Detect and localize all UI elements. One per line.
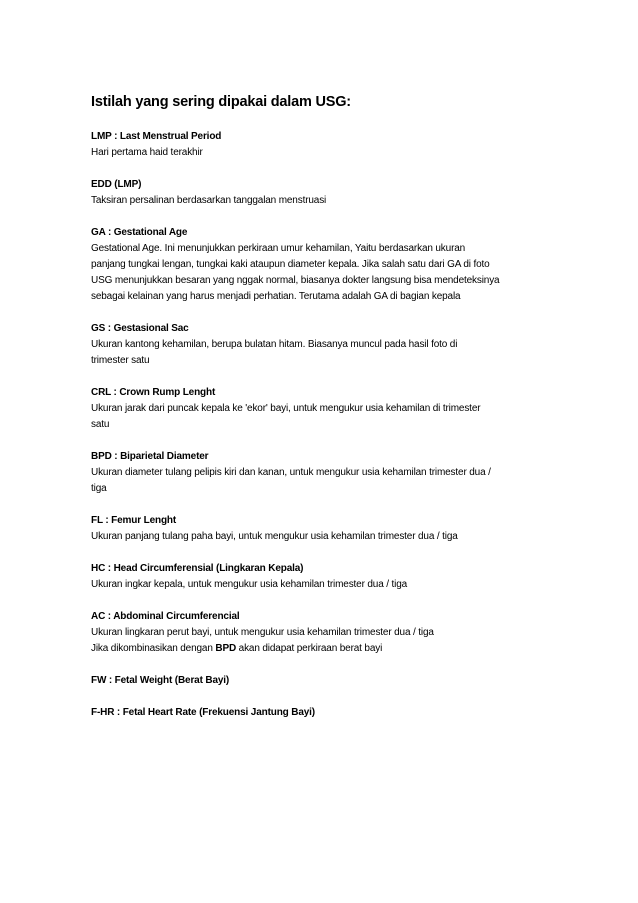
- term-description: [91, 241, 561, 305]
- term-ac: [91, 609, 561, 657]
- description-line: Ukuran panjang tulang paha bayi, untuk mengukur usia kehamilan trimester dua / tiga: [91, 531, 458, 542]
- term-heading: AC : Abdominal Circumferencial: [91, 611, 240, 622]
- description-line: Ukuran kantong kehamilan, berupa bulatan hitam. Biasanya muncul pada hasil foto di: [91, 339, 458, 350]
- term-heading: EDD (LMP): [91, 179, 142, 190]
- description-line: USG menunjukkan besaran yang nggak normal, biasanya dokter langsung bisa mendeteksinya: [91, 275, 500, 286]
- term-ga: [91, 225, 561, 305]
- description-line: Gestational Age. Ini menunjukkan perkiraan umur kehamilan, Yaitu berdasarkan ukuran: [91, 243, 466, 254]
- description-line: Ukuran diameter tulang pelipis kiri dan kanan, untuk mengukur usia kehamilan trimester dua /: [91, 467, 491, 478]
- term-description: [91, 193, 561, 209]
- description-line: trimester satu: [91, 355, 150, 366]
- description-line: satu: [91, 419, 110, 430]
- document-page: [91, 92, 561, 737]
- description-line: Taksiran persalinan berdasarkan tanggalan menstruasi: [91, 195, 327, 206]
- term-heading: GA : Gestational Age: [91, 227, 188, 238]
- description-line-bpd: [91, 641, 561, 657]
- term-fhr: [91, 705, 561, 721]
- line-suffix: akan didapat perkiraan berat bayi: [236, 643, 383, 654]
- term-description: [91, 401, 561, 433]
- description-line: Ukuran jarak dari puncak kepala ke 'ekor' bayi, untuk mengukur usia kehamilan di trimester: [91, 403, 481, 414]
- term-heading: CRL : Crown Rump Lenght: [91, 387, 216, 398]
- description-line: tiga: [91, 483, 107, 494]
- term-heading: BPD : Biparietal Diameter: [91, 451, 209, 462]
- term-crl: [91, 385, 561, 433]
- term-bpd: [91, 449, 561, 497]
- term-heading: F-HR : Fetal Heart Rate (Frekuensi Jantung Bayi): [91, 707, 315, 718]
- bpd-emphasis: BPD: [215, 643, 237, 654]
- term-description: [91, 465, 561, 497]
- term-description: [91, 337, 561, 369]
- term-heading: LMP : Last Menstrual Period: [91, 131, 222, 142]
- line-prefix: Jika dikombinasikan dengan: [91, 643, 216, 654]
- term-gs: [91, 321, 561, 369]
- term-heading: FW : Fetal Weight (Berat Bayi): [91, 675, 230, 686]
- description-line: panjang tungkai lengan, tungkai kaki ataupun diameter kepala. Jika salah satu dari GA di foto: [91, 259, 490, 270]
- term-edd: [91, 177, 561, 209]
- description-line: Ukuran lingkaran perut bayi, untuk mengukur usia kehamilan trimester dua / tiga: [91, 627, 434, 638]
- description-line: Hari pertama haid terakhir: [91, 147, 203, 158]
- term-hc: [91, 561, 561, 593]
- term-heading: FL : Femur Lenght: [91, 515, 177, 526]
- term-lmp: [91, 129, 561, 161]
- document-title: Istilah yang sering dipakai dalam USG:: [91, 94, 351, 110]
- description-line: Ukuran ingkar kepala, untuk mengukur usia kehamilan trimester dua / tiga: [91, 579, 408, 590]
- term-description: [91, 529, 561, 545]
- term-description: [91, 625, 561, 657]
- term-heading: HC : Head Circumferensial (Lingkaran Kepala): [91, 563, 304, 574]
- term-fw: [91, 673, 561, 689]
- description-line: sebagai kelainan yang harus menjadi perhatian. Terutama adalah GA di bagian kepala: [91, 291, 461, 302]
- term-fl: [91, 513, 561, 545]
- term-description: [91, 145, 561, 161]
- term-heading: GS : Gestasional Sac: [91, 323, 189, 334]
- term-description: [91, 577, 561, 593]
